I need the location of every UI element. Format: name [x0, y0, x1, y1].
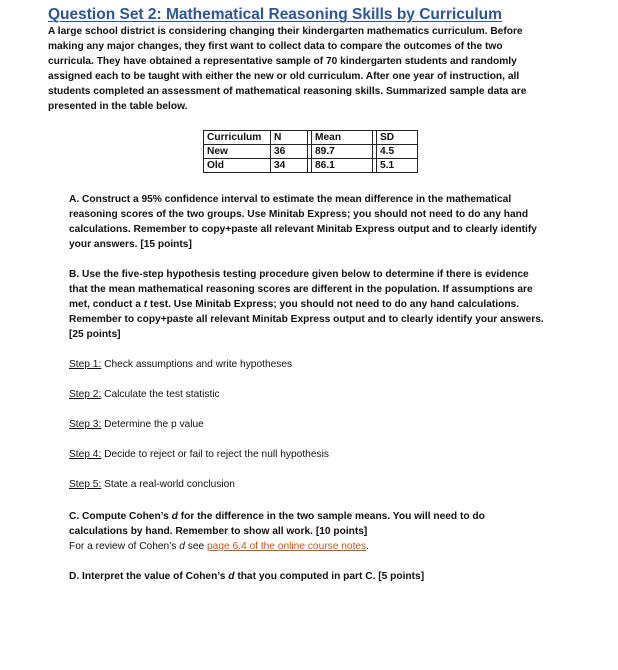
intro-line: assigned each to be taught with either the new or old curriculum. After one year of instruction, all [48, 71, 520, 82]
step-text: Calculate the test statistic [101, 389, 220, 400]
cell-n: 36 [271, 145, 308, 159]
step-label: Step 5: [69, 479, 102, 490]
part-b-line: B. Use the five-step hypothesis testing procedure given below to determine if there is evidence [69, 269, 529, 280]
step-text: Decide to reject or fail to reject the null hypothesis [101, 449, 329, 460]
part-b-text: test. Use Minitab Express; you should not need to do any hand calculations. [147, 299, 520, 310]
part-b-line [69, 297, 589, 312]
step-3 [69, 419, 204, 430]
cell-mean: 89.7 [312, 145, 373, 159]
summary-table [203, 130, 418, 173]
part-c-line [69, 509, 589, 524]
cell-sd: 5.1 [377, 159, 418, 173]
intro-line: curricula. They have obtained a representative sample of 70 kindergarten students and randomly [48, 56, 517, 67]
table-row [204, 145, 418, 159]
page-title: Question Set 2: Mathematical Reasoning Skills by Curriculum [48, 6, 502, 23]
part-c-text: for the difference in the two sample means. You will need to do [177, 511, 485, 522]
part-b [69, 267, 589, 342]
step-5 [69, 479, 235, 490]
part-d-text: D. Interpret the value of Cohen’s [69, 571, 229, 582]
header-curriculum: Curriculum [204, 131, 271, 145]
review-text: For a review of Cohen’s [69, 541, 180, 552]
header-n: N [271, 131, 308, 145]
d-symbol: d [228, 571, 235, 582]
part-a [69, 192, 589, 252]
intro-line: making any major changes, they first want to collect data to compare the outcomes of the two [48, 41, 503, 52]
table-row [204, 159, 418, 173]
step-4 [69, 449, 329, 460]
part-d-text: that you computed in part C. [5 points] [234, 571, 425, 582]
part-b-line: [25 points] [69, 329, 121, 340]
step-label: Step 3: [69, 419, 102, 430]
cell-n: 34 [271, 159, 308, 173]
part-a-line: A. Construct a 95% confidence interval to estimate the mean difference in the mathematical [69, 194, 512, 205]
part-c-line: calculations by hand. Remember to show all work. [10 points] [69, 526, 368, 537]
course-notes-link[interactable]: page 6.4 of the online course notes [207, 541, 367, 552]
cell-sd: 4.5 [377, 145, 418, 159]
header-sd: SD [377, 131, 418, 145]
step-label: Step 4: [69, 449, 102, 460]
part-d [69, 569, 589, 584]
part-a-line: your answers. [15 points] [69, 239, 192, 250]
part-b-line: Remember to copy+paste all relevant Minitab Express output and to clearly identify your answers. [69, 314, 544, 325]
step-text: Check assumptions and write hypotheses [101, 359, 293, 370]
cell-curriculum: New [204, 145, 271, 159]
cell-curriculum: Old [204, 159, 271, 173]
part-d-line [69, 569, 589, 584]
part-b-text: met, conduct a [69, 299, 144, 310]
part-a-line: reasoning scores of the two groups. Use Minitab Express; you should not need to do any hand [69, 209, 529, 220]
part-b-line: that the mean mathematical reasoning scores are different in the population. If assumptions are [69, 284, 533, 295]
review-text: . [366, 541, 369, 552]
cell-mean: 86.1 [312, 159, 373, 173]
step-1 [69, 359, 292, 370]
step-text: Determine the p value [101, 419, 204, 430]
intro-paragraph [48, 24, 568, 114]
intro-line: A large school district is considering changing their kindergarten mathematics curriculum. Before [48, 26, 523, 37]
table-header-row [204, 131, 418, 145]
review-text: see [184, 541, 207, 552]
step-2 [69, 389, 220, 400]
intro-line: students completed an assessment of mathematical reasoning skills. Summarized sample data are [48, 86, 527, 97]
step-label: Step 1: [69, 359, 102, 370]
step-text: State a real-world conclusion [101, 479, 235, 490]
t-symbol: t [143, 299, 148, 310]
part-c [69, 509, 589, 554]
d-symbol: d [171, 511, 178, 522]
d-symbol: d [179, 541, 185, 552]
step-label: Step 2: [69, 389, 102, 400]
part-a-line: calculations. Remember to copy+paste all relevant Minitab Express output and to clearly identify [69, 224, 537, 235]
part-c-text: C. Compute Cohen’s [69, 511, 172, 522]
intro-line: presented in the table below. [48, 101, 188, 112]
review-line [69, 539, 589, 554]
header-mean: Mean [312, 131, 373, 145]
